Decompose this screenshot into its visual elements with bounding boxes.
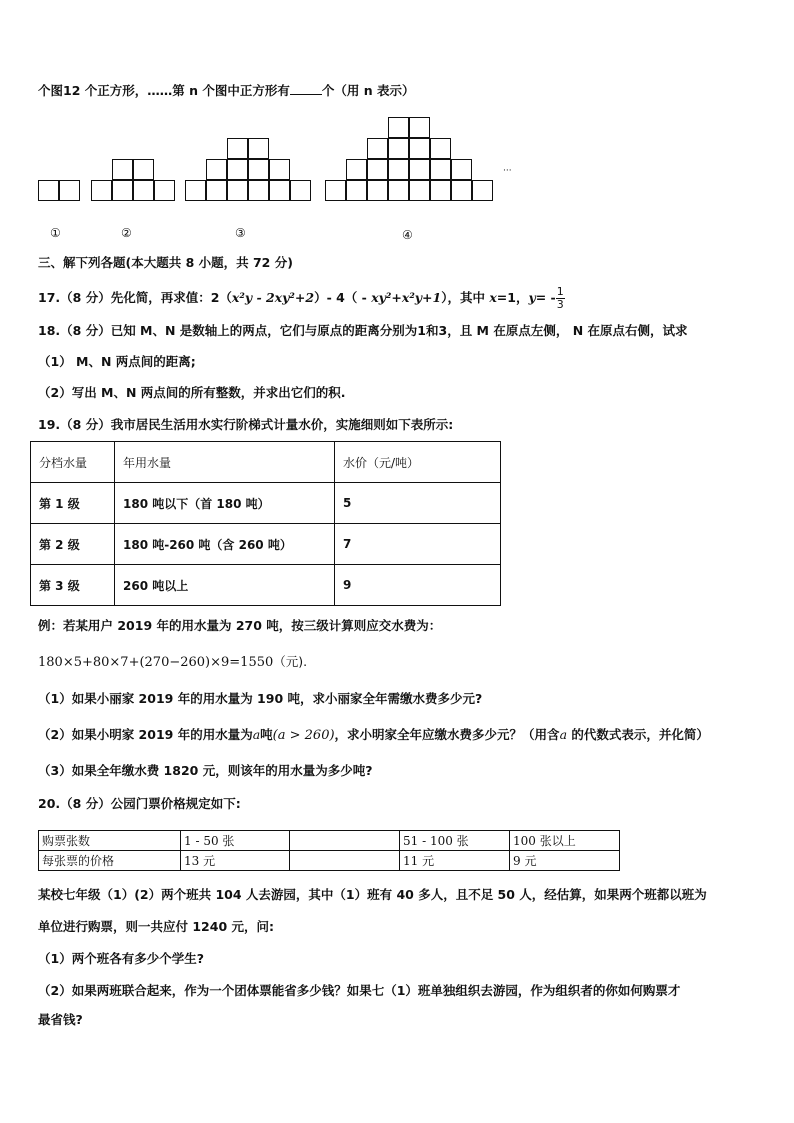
question-20-part-2: （2）如果两班联合起来，作为一个团体票能省多少钱？如果七（1）班单独组织去游园，作为组织者的你如何购票才: [38, 983, 681, 998]
question-18-part-2: （2）写出 M、N 两点间的所有整数，并求出它们的积.: [38, 385, 346, 400]
table-row: 第 1 级 180 吨以下（首 180 吨） 5: [31, 483, 501, 524]
table-row: 分档水量 年用水量 水价（元/吨）: [31, 442, 501, 483]
question-20-part-1: （1）两个班各有多少个学生?: [38, 951, 204, 966]
example-formula: 180×5+80×7+(270−260)×9=1550（元).: [38, 654, 308, 670]
figure-label-4: ④: [402, 228, 413, 242]
question-20-part-2-cont: 最省钱?: [38, 1012, 83, 1027]
question-20-paragraph-2: 单位进行购票，则一共应付 1240 元，问:: [38, 919, 274, 934]
table-row: 购票张数 1 - 50 张 51 - 100 张 100 张以上: [39, 831, 620, 851]
question-19-example: 例：若某用户 2019 年的用水量为 270 吨，按三级计算则应交水费为：: [38, 618, 442, 633]
question-19: 19.（8 分）我市居民生活用水实行阶梯式计量水价，实施细则如下表所示:: [38, 417, 454, 432]
table-row: 第 3 级 260 吨以上 9: [31, 565, 501, 606]
table-row: 第 2 级 180 吨-260 吨（含 260 吨） 7: [31, 524, 501, 565]
q16-tail-line: 个图12 个正方形，……第 n 个图中正方形有 个（用 n 表示）: [38, 83, 415, 98]
question-18-part-1: （1） M、N 两点间的距离;: [38, 354, 196, 369]
question-19-part-2: （2）如果小明家 2019 年的用水量为a吨(a > 260)，求小明家全年应缴水费多少元？（用含a 的代数式表示，并化简）: [38, 727, 709, 743]
question-17: 17.（8 分）先化简，再求值：2（x²y - 2xy²+2）- 4（ - xy²+x²y+1），其中 x=1，y= - $\frac{1}{3}$: [38, 285, 564, 311]
ellipsis: ···: [503, 166, 512, 176]
figure-label-3: ③: [235, 226, 246, 240]
water-price-table: [30, 441, 501, 606]
figure-label-2: ②: [121, 226, 132, 240]
question-18: 18.（8 分）已知 M、N 是数轴上的两点，它们与原点的距离分别为1和3，且 M 在原点左侧， N 在原点右侧，试求: [38, 323, 688, 338]
fraction: $\frac{1}{3}$: [556, 285, 564, 311]
figure-label-1: ①: [50, 226, 61, 240]
question-20-paragraph-1: 某校七年级（1）(2）两个班共 104 人去游园，其中（1）班有 40 多人，且不足 50 人，经估算，如果两个班都以班为: [38, 887, 707, 902]
section-heading: 三、解下列各题(本大题共 8 小题，共 72 分): [38, 255, 293, 270]
table-row: 每张票的价格 13 元 11 元 9 元: [39, 851, 620, 871]
ticket-price-table: [38, 830, 620, 871]
question-19-part-1: （1）如果小丽家 2019 年的用水量为 190 吨，求小丽家全年需缴水费多少元?: [38, 691, 483, 706]
answer-blank[interactable]: [290, 82, 322, 95]
question-19-part-3: （3）如果全年缴水费 1820 元，则该年的用水量为多少吨?: [38, 763, 373, 778]
question-20: 20.（8 分）公园门票价格规定如下:: [38, 796, 241, 811]
